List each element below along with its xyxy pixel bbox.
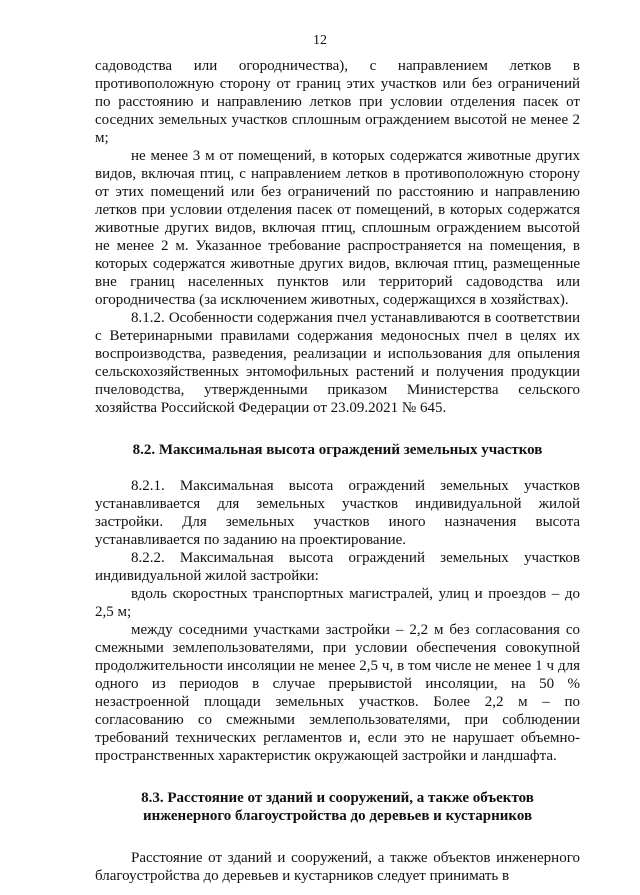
paragraph-along-highways: вдоль скоростных транспортных магистралей, улиц и проездов – до 2,5 м; [95, 586, 580, 620]
document-body [95, 57, 580, 885]
paragraph-beekeeping-boundaries: садоводства или огородничества), с направлением летков в противоположную сторону от границ этих участков или без ограничений по расстоянию и направлению летков при условии отделения пасек от соседних земельных участков сплошным ограждением высотой не менее 2 м; [95, 58, 580, 146]
paragraph-8-3-intro: Расстояние от зданий и сооружений, а также объектов инженерного благоустройства до деревьев и кустарников следует принимать в [95, 850, 580, 884]
paragraph-between-plots: между соседними участками застройки – 2,2 м без согласования со смежными землепользователями, при условии обеспечения совокупной продолжительности инсоляции не менее 2,5 ч, в том числе не менее 1 ч для одного из периодов в случае прерывистой инсоляции, на 50 % незастроенной площади земельных участков. Более 2,2 м – по согласованию со смежными землепользователями, при соблюдении требований технических регламентов и, если это не нарушает объемно-пространственных характеристик окружающей застройки и ландшафта. [95, 622, 580, 764]
section-heading-8-3-line2: инженерного благоустройства до деревьев и кустарников [142, 808, 533, 824]
page-number: 12 [313, 33, 327, 48]
paragraph-beekeeping-premises: не менее 3 м от помещений, в которых содержатся животные других видов, включая птиц, с направлением летков в противоположную сторону от этих помещений или без ограничений по расстоянию и направлению летков при условии отделения пасек от помещений, в которых содержатся животные других видов, включая птиц, сплошным ограждением высотой не менее 2 м. Указанное требование распространяется на помещения, в которых содержатся животные других видов, включая птиц, размещенные вне границ населенных пунктов или территорий садоводства или огородничества (за исключением животных, содержащихся в хозяйствах). [95, 148, 580, 308]
section-spacer [95, 459, 580, 477]
paragraph-8-2-1: 8.2.1. Максимальная высота ограждений земельных участков устанавливается для земельных участков индивидуальной жилой застройки. Для земельных участков иного назначения высота устанавливается по заданию на проектирование. [95, 478, 580, 548]
section-heading-8-3 [95, 789, 580, 825]
section-heading-8-2: 8.2. Максимальная высота ограждений земельных участков [132, 442, 543, 458]
paragraph-8-2-2: 8.2.2. Максимальная высота ограждений земельных участков индивидуальной жилой застройки: [95, 550, 580, 584]
section-heading-8-3-line1: 8.3. Расстояние от зданий и сооружений, а также объектов [141, 790, 534, 806]
section-spacer [95, 825, 580, 849]
section-spacer [95, 417, 580, 441]
section-spacer [95, 765, 580, 789]
paragraph-8-1-2: 8.1.2. Особенности содержания пчел устанавливаются в соответствии с Ветеринарными правилами содержания медоносных пчел в целях их воспроизводства, разведения, реализации и использования для опыления сельскохозяйственных энтомофильных растений и получения продукции пчеловодства, утвержденными приказом Министерства сельского хозяйства Российской Федерации от 23.09.2021 № 645. [95, 310, 580, 416]
